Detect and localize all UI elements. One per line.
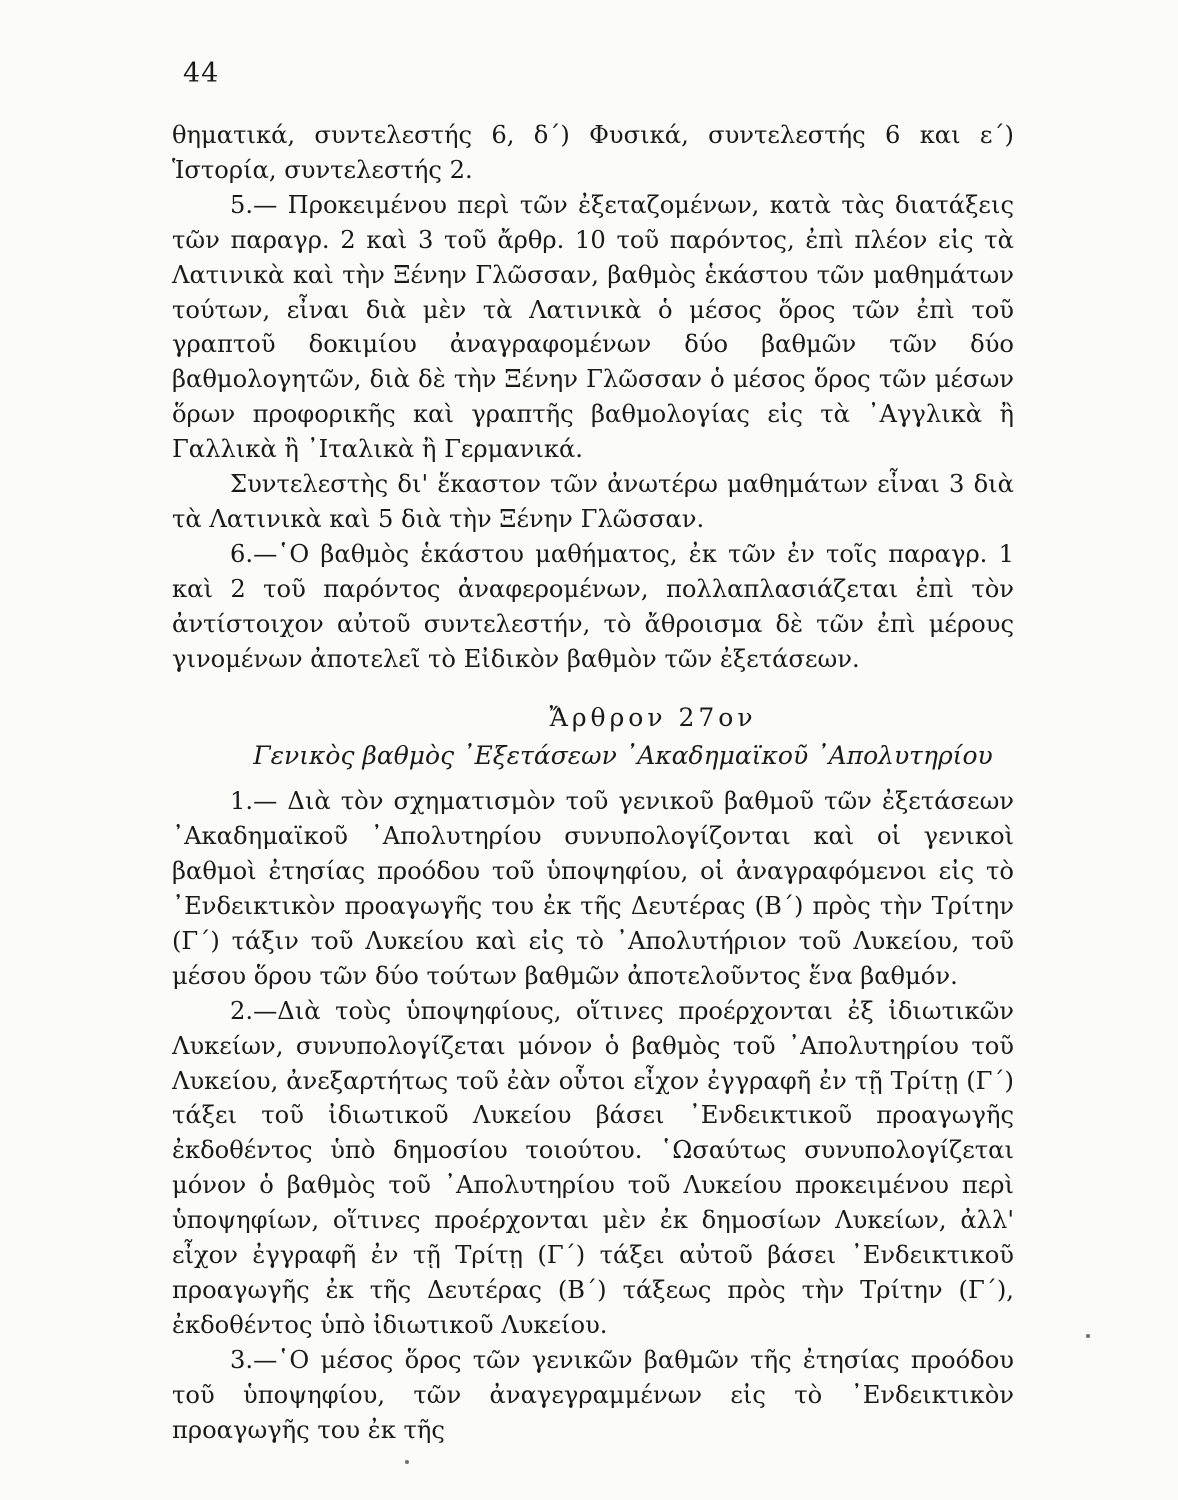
paper-speck	[405, 1460, 409, 1464]
paragraph-3: 3.—῾Ο μέσος ὅρος τῶν γενικῶν βαθμῶν τῆς ἐτησίας προόδου τοῦ ὑποψηφίου, τῶν ἀναγεγραμμένων εἰς τὸ ᾿Ενδεικτικὸν προαγωγῆς του ἐκ τῆς	[172, 1345, 1014, 1444]
body-text	[172, 118, 1014, 1448]
paragraph-continuation: θηματικά, συντελεστής 6, δ΄) Φυσικά, συντελεστής 6 και ε΄) Ἱστορία, συντελεστής 2.	[172, 121, 1014, 184]
article-heading: Ἄρθρον 27ον	[549, 702, 757, 732]
paragraph-6: 6.—῾Ο βαθμὸς ἑκάστου μαθήματος, ἐκ τῶν ἐν τοῖς παραγρ. 1 καὶ 2 τοῦ παρόντος ἀναφερομένων, πολλαπλασιάζεται ἐπὶ τὸν ἀντίστοιχον αὐτοῦ συντελεστήν, τὸ ἄθροισμα δὲ τῶν ἐπὶ μέρους γινομένων ἀποτελεῖ τὸ Εἰδικὸν βαθμὸν τῶν ἐξετάσεων.	[172, 539, 1014, 673]
page-number: 44	[183, 58, 220, 89]
paragraph-1: 1.— Διὰ τὸν σχηματισμὸν τοῦ γενικοῦ βαθμοῦ τῶν ἐξετάσεων ᾿Ακαδημαϊκοῦ ᾿Απολυτηρίου συνυπολογίζονται καὶ οἱ γενικοὶ βαθμοὶ ἐτησίας προόδου τοῦ ὑποψηφίου, οἱ ἀναγραφόμενοι εἰς τὸ ᾿Ενδεικτικὸν προαγωγῆς του ἐκ τῆς Δευτέρας (Β΄) πρὸς τὴν Τρίτην (Γ΄) τάξιν τοῦ Λυκείου καὶ εἰς τὸ ᾿Απολυτήριον τοῦ Λυκείου, τοῦ μέσου ὅρου τῶν δύο τούτων βαθμῶν ἀποτελοῦντος ἕνα βαθμόν.	[172, 787, 1014, 990]
paper-speck	[1086, 1334, 1090, 1338]
paragraph-5: 5.— Προκειμένου περὶ τῶν ἐξεταζομένων, κατὰ τὰς διατάξεις τῶν παραγρ. 2 καὶ 3 τοῦ ἄρθρ. 10 τοῦ παρόντος, ἐπὶ πλέον εἰς τὰ Λατινικὰ καὶ τὴν Ξένην Γλῶσσαν, βαθμὸς ἑκάστου τῶν μαθημάτων τούτων, εἶναι διὰ μὲν τὰ Λατινικὰ ὁ μέσος ὅρος τῶν ἐπὶ τοῦ γραπτοῦ δοκιμίου ἀναγραφομένων δύο βαθμῶν τῶν δύο βαθμολογητῶν, διὰ δὲ τὴν Ξένην Γλῶσσαν ὁ μέσος ὅρος τῶν μέσων ὅρων προφορικῆς καὶ γραπτῆς βαθμολογίας εἰς τὰ ᾿Αγγλικὰ ἢ Γαλλικὰ ἢ ᾿Ιταλικὰ ἢ Γερμανικά.	[172, 190, 1014, 464]
article-subtitle: Γενικὸς βαθμὸς ᾿Εξετάσεων ᾿Ακαδημαϊκοῦ ᾿Απολυτηρίου	[253, 741, 993, 771]
paragraph-2: 2.—Διὰ τοὺς ὑποψηφίους, οἵτινες προέρχονται ἐξ ἰδιωτικῶν Λυκείων, συνυπολογίζεται μόνον ὁ βαθμὸς τοῦ ᾿Απολυτηρίου τοῦ Λυκείου, ἀνεξαρτήτως τοῦ ἐὰν οὗτοι εἶχον ἐγγραφῆ ἐν τῇ Τρίτῃ (Γ΄) τάξει τοῦ ἰδιωτικοῦ Λυκείου βάσει ᾿Ενδεικτικοῦ προαγωγῆς ἐκδοθέντος ὑπὸ δημοσίου τοιούτου. ῾Ωσαύτως συνυπολογίζεται μόνον ὁ βαθμὸς τοῦ ᾿Απολυτηρίου τοῦ Λυκείου προκειμένου περὶ ὑποψηφίων, οἵτινες προέρχονται μὲν ἐκ δημοσίων Λυκείων, ἀλλ' εἶχον ἐγγραφῆ ἐν τῇ Τρίτῃ (Γ΄) τάξει αὐτοῦ βάσει ᾿Ενδεικτικοῦ προαγωγῆς ἐκ τῆς Δευτέρας (Β΄) τάξεως πρὸς τὴν Τρίτην (Γ΄), ἐκδοθέντος ὑπὸ ἰδιωτικοῦ Λυκείου.	[172, 996, 1014, 1339]
paragraph-coefficient: Συντελεστὴς δι' ἕκαστον τῶν ἀνωτέρω μαθημάτων εἶναι 3 διὰ τὰ Λατινικὰ καὶ 5 διὰ τὴν Ξένην Γλῶσσαν.	[172, 470, 1014, 533]
